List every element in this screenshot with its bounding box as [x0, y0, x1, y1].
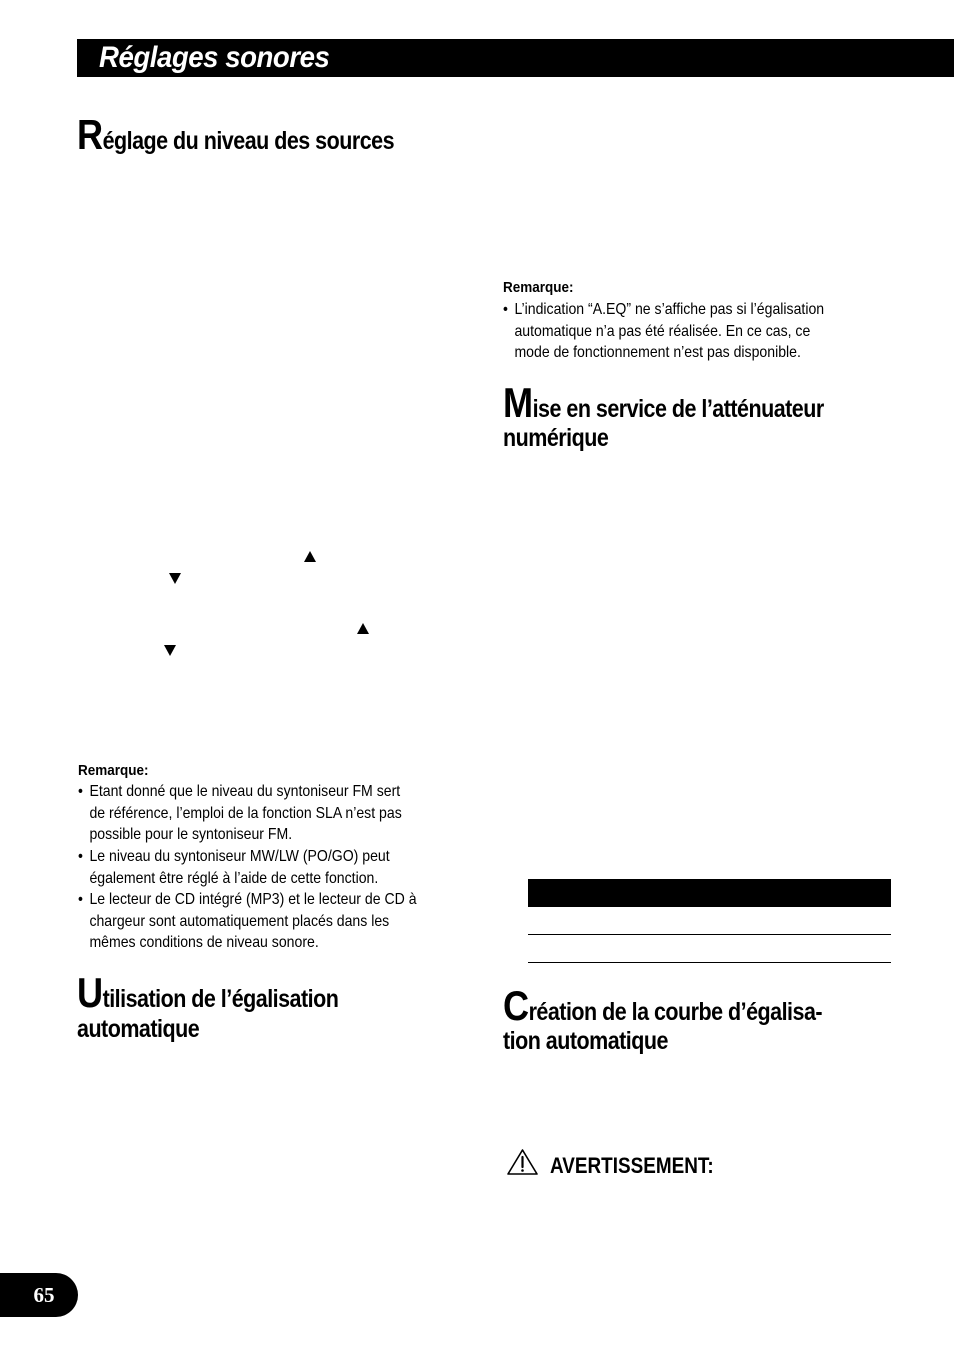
remark-left-title: Remarque:: [78, 762, 149, 779]
header-bar: [77, 39, 954, 77]
list-line: mêmes conditions de niveau sonore.: [89, 934, 319, 952]
list-item: • Etant donné que le niveau du syntoniseur FM sert de référence, l’emploi de la fonction SLA n’est pas possible pour le syntoniseur FM.: [78, 781, 417, 846]
remark-right-title: Remarque:: [503, 279, 574, 296]
triangle-down-icon: [169, 573, 181, 584]
list-line: possible pour le syntoniseur FM.: [89, 826, 293, 844]
warning-label: AVERTISSEMENT:: [550, 1153, 714, 1178]
heading-eq-curve-line2: tion automatique: [503, 1027, 668, 1055]
table-row-divider: [528, 962, 891, 963]
heading-attenuator: [503, 379, 824, 426]
heading-attenuator-line2: numérique: [503, 424, 609, 452]
heading-text: églage du niveau des sources: [102, 127, 395, 155]
drop-letter: U: [77, 969, 103, 1016]
heading-source-level: [77, 111, 395, 158]
list-item: • L’indication “A.EQ” ne s’affiche pas si l’égalisation automatique n’a pas été réalisée. En ce cas, ce mode de fonctionnement n’est pas disponible.: [503, 299, 824, 364]
list-line: également être réglé à l’aide de cette fonction.: [89, 869, 379, 887]
page-title: Réglages sonores: [99, 41, 330, 74]
heading-text: tilisation de l’égalisation: [102, 985, 339, 1013]
list-line: chargeur sont automatiquement placés dans les: [89, 912, 390, 930]
list-line: Le niveau du syntoniseur MW/LW (PO/GO) peut: [89, 848, 390, 865]
warning-triangle-icon: [506, 1148, 539, 1176]
list-line: de référence, l’emploi de la fonction SLA n’est pas: [89, 804, 402, 822]
heading-auto-eq-line2: automatique: [77, 1015, 200, 1043]
drop-letter: C: [503, 982, 529, 1029]
heading-auto-eq: [77, 969, 339, 1016]
remark-right-list: [503, 299, 868, 364]
list-line: Le lecteur de CD intégré (MP3) et le lecteur de CD à: [89, 891, 417, 908]
page-number-tab: [0, 1273, 78, 1317]
drop-letter: M: [503, 379, 533, 426]
list-item: • Le niveau du syntoniseur MW/LW (PO/GO) peut également être réglé à l’aide de cette fonction.: [78, 846, 417, 889]
triangle-up-icon: [357, 623, 369, 634]
heading-eq-curve: [503, 982, 823, 1029]
triangle-up-icon: [304, 551, 316, 562]
heading-text: ise en service de l’atténuateur: [532, 395, 824, 423]
list-line: L’indication “A.EQ” ne s’affiche pas si l’égalisation: [514, 301, 825, 318]
table-row-divider: [528, 934, 891, 935]
list-item: • Le lecteur de CD intégré (MP3) et le lecteur de CD à chargeur sont automatiquement placés dans les mêmes conditions de niveau sonore.: [78, 889, 417, 954]
list-line: mode de fonctionnement n’est pas disponible.: [514, 344, 801, 362]
triangle-down-icon: [164, 645, 176, 656]
table-header-row: [528, 879, 891, 907]
page-number: 65: [33, 1283, 55, 1307]
list-line: Etant donné que le niveau du syntoniseur FM sert: [89, 783, 401, 800]
heading-text: réation de la courbe d’égalisa-: [528, 998, 823, 1026]
drop-letter: R: [77, 111, 103, 158]
remark-left-list: [78, 781, 463, 954]
list-line: automatique n’a pas été réalisée. En ce cas, ce: [514, 322, 811, 340]
